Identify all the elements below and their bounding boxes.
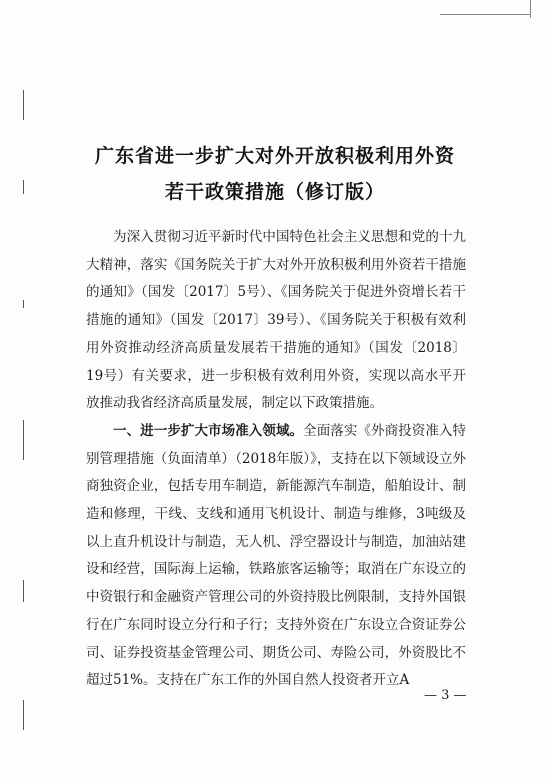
scan-corner-mark (440, 14, 530, 15)
document-title-line-2: 若干政策措施（修订版） (164, 181, 385, 203)
scan-edge-artifact (23, 420, 24, 460)
document-title-line-1: 广东省进一步扩大对外开放积极利用外资 (94, 145, 455, 167)
intro-paragraph: 为深入贯彻习近平新时代中国特色社会主义思想和党的十九大精神，落实《国务院关于扩大对外开放积极利用外资若干措施的通知》（国发〔2017〕5号）、《国务院关于促进外资增长若干措施的通知》（国发〔2017〕39号）、《国务院关于积极有效利用外资推动经济高质量发展若干措施的通知》（国发〔2018〕19号）有关要求，进一步积极有效利用外资，实现以高水平开放推动我省经济高质量发展，制定以下政策措施。 (86, 229, 466, 412)
scan-corner-mark-vertical (530, 0, 531, 18)
page-number: — 3 — (424, 688, 467, 703)
section-1-body: 全面落实《外商投资准入特别管理措施（负面清单）（2018年版）》，支持在以下领域设立外商独资企业，包括专用车制造，新能源汽车制造，船舶设计、制造和修理，干线、支线和通用飞机设计、制造与维修，3吨级及以上直升机设计与制造，无人机、浮空器设计与制造，加油站建设和经营，国际海上运输，铁路旅客运输等；取消在广东设立的中资银行和金融资产管理公司的外资持股比例限制，支持外国银行在广东同时设立分行和子行；支持外资在广东设立合资证券公司、证券投资基金管理公司、期货公司、寿险公司，外资股比不超过51%。支持在广东工作的外国自然人投资者开立A (86, 422, 467, 689)
scan-edge-artifact (23, 90, 24, 120)
document-body (86, 224, 466, 695)
scan-edge-artifact (23, 300, 24, 308)
section-1-heading: 一、进一步扩大市场准入领域。 (113, 422, 304, 439)
section-1-paragraph (86, 418, 466, 695)
scan-edge-artifact (23, 700, 24, 730)
scan-edge-artifact (23, 580, 24, 602)
